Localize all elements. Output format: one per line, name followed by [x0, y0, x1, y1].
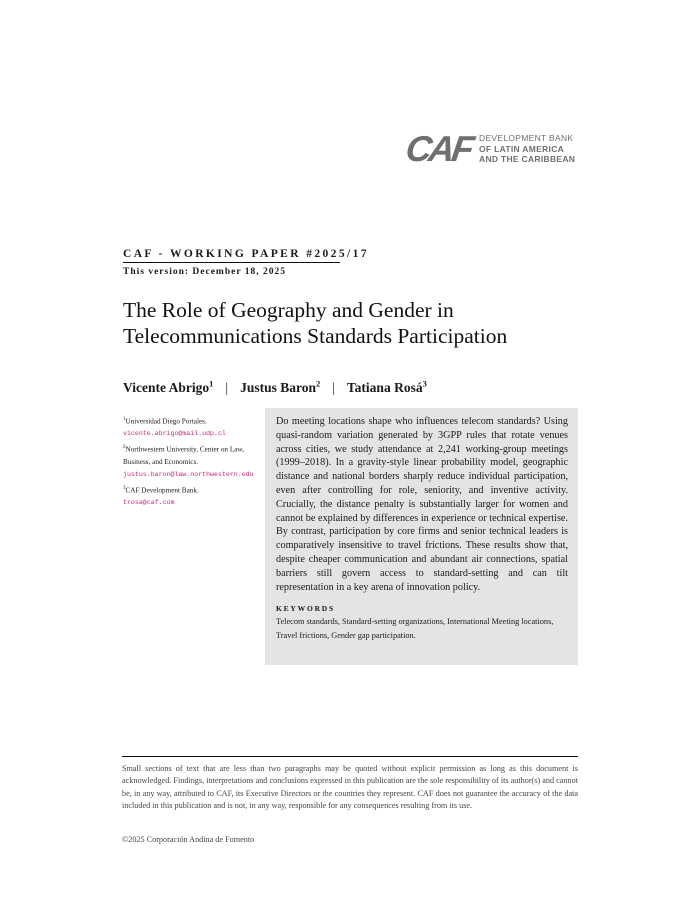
keywords-heading: KEYWORDS	[276, 604, 335, 614]
logo-line-3: AND THE CARIBBEAN	[479, 154, 576, 165]
abstract-box	[265, 408, 578, 665]
title-line-1: The Role of Geography and Gender in	[123, 298, 454, 322]
author-email[interactable]: trosa@caf.com	[123, 499, 175, 507]
caf-logo-text	[479, 133, 575, 165]
author-email[interactable]: vicente.abrigo@mail.udp.cl	[123, 430, 226, 438]
affiliations	[123, 414, 263, 511]
abstract-text: Do meeting locations shape who influences telecom standards? Using quasi-random variation generated by 3GPP rules that rotate venues across cities, we study attendance at 2,241 working-group meetings (1999–2018). In a gravity-style linear probability model, geographic distance and national borders sharply reduce individual participation, even after controlling for role, seniority, and inventive activity. Crucially, the distance penalty is substantially larger for women and cannot be explained by differences in experience or technical expertise. By contrast, participation by core firms and senior technical leaders is comparatively insensitive to travel frictions. These results show that, despite cheaper communication and abundant air connections, spatial barriers still govern access to standard-setting and can tilt representation in a key arena of innovation policy.	[276, 416, 568, 593]
affiliation-item: $^3$CAF Development Bank. trosa@caf.com	[123, 485, 199, 507]
author-separator: |	[332, 379, 335, 395]
affiliation-institution: CAF Development Bank.	[125, 486, 199, 495]
author-separator: |	[225, 379, 229, 395]
author-name: Justus Baron$^2$	[240, 378, 321, 395]
copyright-notice: ©2025 Corporación Andina de Fomento	[122, 835, 255, 844]
affiliation-institution: Universidad Diego Portales.	[125, 417, 207, 426]
paper-title	[123, 297, 583, 349]
footer-divider	[122, 756, 578, 757]
author-email[interactable]: justus.baron@law.northwestern.edu	[123, 470, 254, 478]
affiliation-item: $^1$Universidad Diego Portales. vicente.abrigo@mail.udp.cl	[123, 417, 226, 438]
logo-line-2: OF LATIN AMERICA	[479, 143, 565, 154]
caf-logo-mark: CAF	[403, 128, 474, 169]
logo-line-1: DEVELOPMENT BANK	[479, 133, 574, 144]
author-name: Tatiana Rosá$^3$	[346, 378, 427, 395]
author-list	[123, 378, 427, 396]
working-paper-series: CAF - WORKING PAPER #2025/17	[123, 248, 340, 263]
author-name: Vicente Abrigo$^1$	[123, 378, 214, 395]
affiliation-item: $^2$Northwestern University, Center on Law, Business, and Economics. justus.baron@law.northwestern.edu	[123, 445, 254, 478]
keywords-list: Telecom standards, Standard-setting organizations, International Meeting locations, Travel frictions, Gender gap participation.	[276, 617, 554, 641]
version-date: This version: December 18, 2025	[123, 267, 287, 277]
caf-logo	[403, 128, 576, 169]
title-line-2: Telecommunications Standards Participation	[123, 324, 508, 348]
disclaimer-text: Small sections of text that are less than two paragraphs may be quoted without explicit permission as long as this document is acknowledged. Findings, interpretations and conclusions expressed in this publication are the sole responsibility of its author(s) and cannot be, in any way, attributed to CAF, its Executive Directors or the countries they represent. CAF does not guarantee the accuracy of the data included in this publication and is not, in any way, responsible for any consequences resulting from its use.	[122, 764, 578, 810]
affiliation-institution: Northwestern University, Center on Law, Business, and Economics.	[123, 445, 244, 466]
